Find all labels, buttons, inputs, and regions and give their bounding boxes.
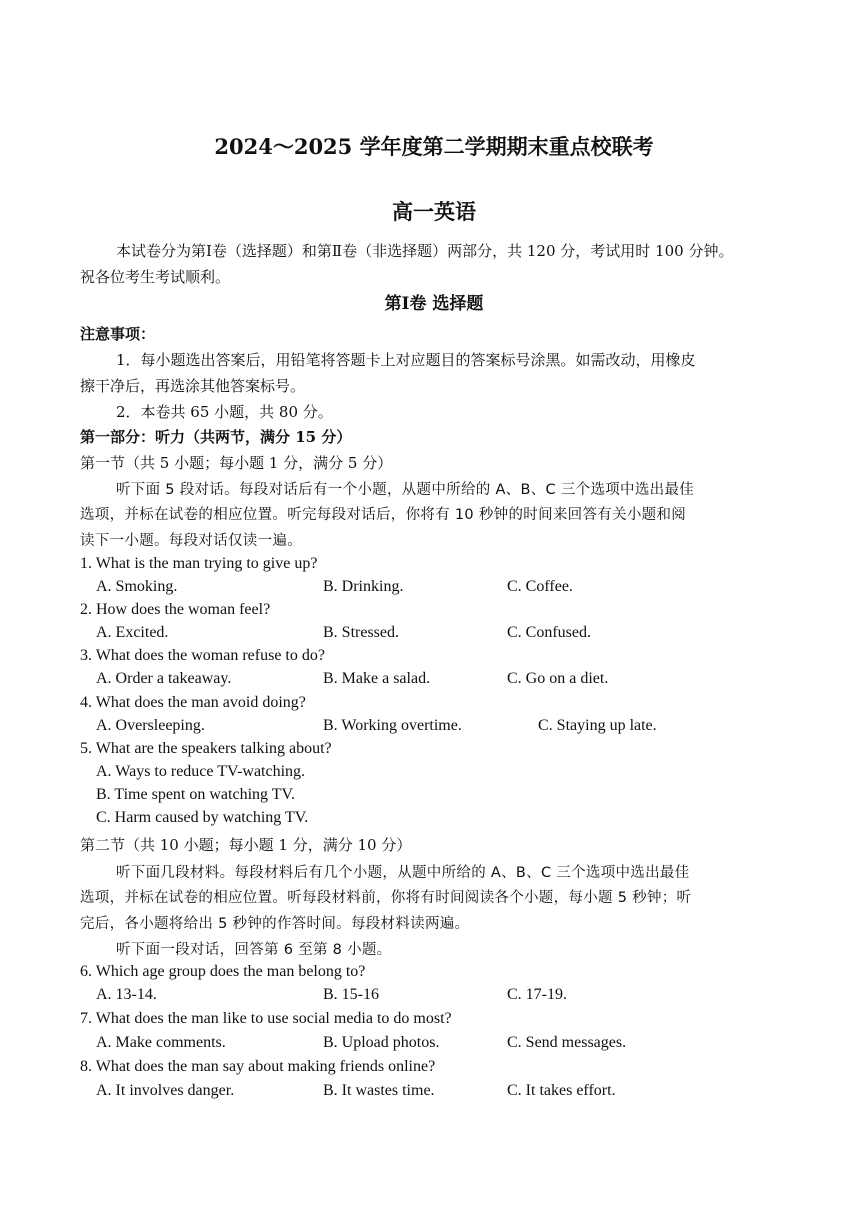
subject-title: 高一英语	[392, 199, 476, 224]
question-6-option-a: A. 13-14.	[96, 986, 157, 1003]
section2-sub-directions: 听下面一段对话，回答第 6 至第 8 小题。	[116, 942, 392, 958]
notice-heading: 注意事项：	[80, 325, 156, 343]
question-1-option-c: C. Coffee.	[507, 578, 573, 595]
question-4-option-b: B. Working overtime.	[323, 717, 462, 734]
section2-directions-line-3: 完后，各小题将给出 5 秒钟的作答时间。每段材料读两遍。	[80, 916, 470, 932]
question-4-option-a: A. Oversleeping.	[96, 717, 205, 734]
question-8-option-b: B. It wastes time.	[323, 1082, 435, 1099]
question-4-option-c: C. Staying up late.	[538, 717, 657, 734]
notice-2: 2．本卷共 65 小题，共 80 分。	[116, 403, 333, 421]
question-1-stem: 1. What is the man trying to give up?	[80, 555, 318, 572]
section1-directions-line-3: 读下一小题。每段对话仅读一遍。	[80, 533, 302, 549]
question-6-stem: 6. Which age group does the man belong to?	[80, 963, 366, 980]
question-4-stem: 4. What does the man avoid doing?	[80, 694, 306, 711]
section1-directions-line-2: 选项，并标在试卷的相应位置。听完每段对话后，你将有 10 秒钟的时间来回答有关小题和阅	[80, 507, 687, 523]
question-8-option-c: C. It takes effort.	[507, 1082, 616, 1099]
question-7-stem: 7. What does the man like to use social media to do most?	[80, 1010, 452, 1027]
question-3-option-a: A. Order a takeaway.	[96, 670, 232, 687]
notice-1-line-1: 1．每小题选出答案后，用铅笔将答题卡上对应题目的答案标号涂黑。如需改动，用橡皮	[116, 351, 696, 369]
question-3-option-c: C. Go on a diet.	[507, 670, 609, 687]
section1-heading: 第一节（共 5 小题；每小题 1 分，满分 5 分）	[80, 454, 393, 472]
question-7-option-a: A. Make comments.	[96, 1034, 226, 1051]
question-6-option-c: C. 17-19.	[507, 986, 567, 1003]
question-5-option-a: A. Ways to reduce TV-watching.	[96, 763, 306, 780]
question-5-option-b: B. Time spent on watching TV.	[96, 786, 295, 803]
question-8-option-a: A. It involves danger.	[96, 1082, 235, 1099]
question-5-option-c: C. Harm caused by watching TV.	[96, 809, 309, 826]
question-3-option-b: B. Make a salad.	[323, 670, 431, 687]
question-3-stem: 3. What does the woman refuse to do?	[80, 647, 325, 664]
question-5-stem: 5. What are the speakers talking about?	[80, 740, 332, 757]
volume1-title: 第Ⅰ卷 选择题	[384, 294, 484, 314]
notice-1-line-2: 擦干净后，再选涂其他答案标号。	[80, 377, 306, 395]
question-1-option-b: B. Drinking.	[323, 578, 404, 595]
intro-line-1: 本试卷分为第Ⅰ卷（选择题）和第Ⅱ卷（非选择题）两部分，共 120 分，考试用时 100 分钟。	[116, 242, 734, 260]
section2-heading: 第二节（共 10 小题；每小题 1 分，满分 10 分）	[80, 836, 412, 854]
question-2-stem: 2. How does the woman feel?	[80, 601, 271, 618]
exam-title: 2024～2025 学年度第二学期期末重点校联考	[214, 134, 654, 159]
part1-heading: 第一部分：听力（共两节，满分 15 分）	[80, 428, 352, 446]
question-2-option-b: B. Stressed.	[323, 624, 399, 641]
question-7-option-b: B. Upload photos.	[323, 1034, 440, 1051]
question-8-stem: 8. What does the man say about making friends online?	[80, 1058, 436, 1075]
section1-directions-line-1: 听下面 5 段对话。每段对话后有一个小题，从题中所给的 A、B、C 三个选项中选出最佳	[116, 482, 695, 498]
question-1-option-a: A. Smoking.	[96, 578, 178, 595]
section2-directions-line-2: 选项，并标在试卷的相应位置。听每段材料前，你将有时间阅读各个小题，每小题 5 秒钟；听	[80, 890, 692, 906]
question-2-option-c: C. Confused.	[507, 624, 591, 641]
question-2-option-a: A. Excited.	[96, 624, 169, 641]
section2-directions-line-1: 听下面几段材料。每段材料后有几个小题，从题中所给的 A、B、C 三个选项中选出最佳	[116, 865, 690, 881]
question-6-option-b: B. 15-16	[323, 986, 379, 1003]
intro-line-2: 祝各位考生考试顺利。	[80, 268, 231, 286]
question-7-option-c: C. Send messages.	[507, 1034, 627, 1051]
